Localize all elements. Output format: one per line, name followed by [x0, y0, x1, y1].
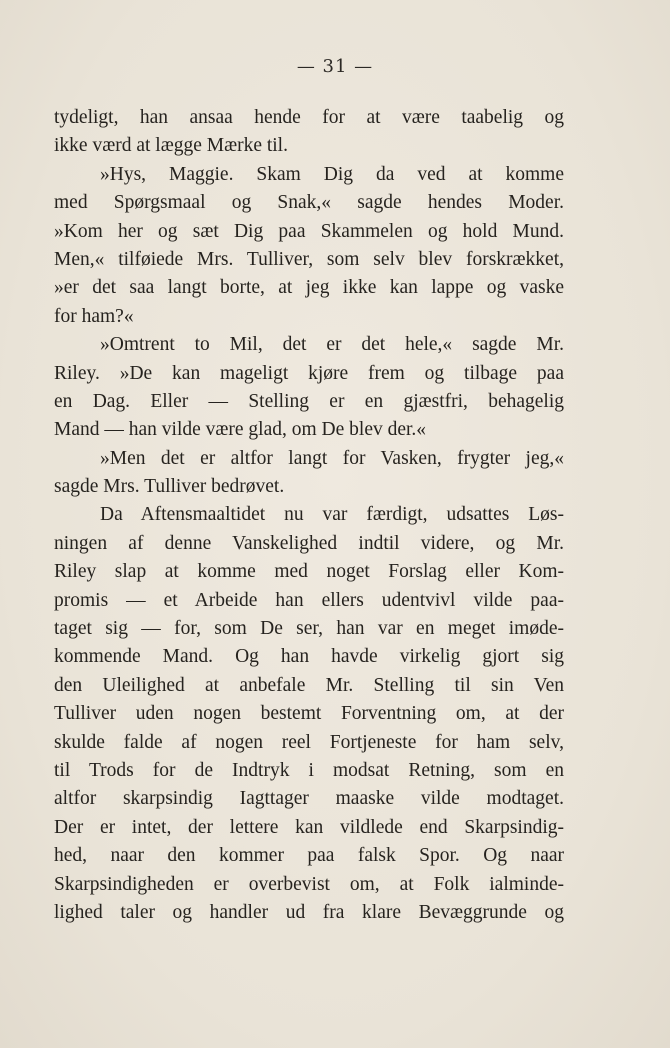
text-line: Da Aftensmaaltidet nu var færdigt, udsattes Løs- — [100, 504, 564, 526]
text-line: kommende Mand. Og han havde virkelig gjort sig — [54, 646, 564, 668]
text-line: tydeligt, han ansaa hende for at være taabelig og — [54, 107, 564, 128]
text-line: altfor skarpsindig Iagttager maaske vilde modtaget. — [54, 788, 564, 810]
text-line: ningen af denne Vanskelighed indtil videre, og Mr. — [54, 532, 564, 554]
text-line: »Kom her og sæt Dig paa Skammelen og hold Mund. — [54, 220, 564, 242]
text-line: Skarpsindigheden er overbevist om, at Folk ialminde- — [54, 873, 564, 895]
text-line: Riley. »De kan mageligt kjøre frem og tilbage paa — [54, 362, 564, 384]
text-line: ikke værd at lægge Mærke til. — [54, 135, 288, 157]
body-text — [54, 104, 564, 927]
text-line: Der er intet, der lettere kan vildlede end Skarpsindig- — [54, 816, 564, 838]
text-line: taget sig — for, som De ser, han var en meget imøde- — [54, 618, 564, 640]
text-line: Men,« tilføiede Mrs. Tulliver, som selv blev forskrækket, — [54, 248, 564, 270]
text-line: Tulliver uden nogen bestemt Forventning om, at der — [54, 703, 564, 725]
text-line: den Uleilighed at anbefale Mr. Stelling til sin Ven — [54, 674, 564, 696]
text-line: promis — et Arbeide han ellers udentvivl vilde paa- — [54, 589, 564, 611]
text-line: skulde falde af nogen reel Fortjeneste for ham selv, — [54, 731, 564, 753]
text-line: en Dag. Eller — Stelling er en gjæstfri, behagelig — [54, 390, 564, 412]
text-line: »Men det er altfor langt for Vasken, frygter jeg,« — [100, 447, 564, 469]
text-line: »Hys, Maggie. Skam Dig da ved at komme — [100, 163, 564, 185]
text-line: til Trods for de Indtryk i modsat Retning, som en — [54, 759, 564, 781]
page-number: — 31 — — [296, 56, 374, 77]
text-line: »er det saa langt borte, at jeg ikke kan lappe og vaske — [54, 277, 564, 299]
text-line: sagde Mrs. Tulliver bedrøvet. — [54, 476, 285, 498]
text-line: »Omtrent to Mil, det er det hele,« sagde Mr. — [100, 334, 564, 356]
text-line: Mand — han vilde være glad, om De blev der.« — [54, 419, 427, 441]
text-line: lighed taler og handler ud fra klare Bevæggrunde og — [54, 901, 564, 923]
text-line: Riley slap at komme med noget Forslag eller Kom- — [54, 561, 564, 583]
text-line: for ham?« — [54, 305, 134, 327]
text-line: hed, naar den kommer paa falsk Spor. Og naar — [54, 845, 564, 867]
text-line: med Spørgsmaal og Snak,« sagde hendes Moder. — [54, 192, 564, 214]
